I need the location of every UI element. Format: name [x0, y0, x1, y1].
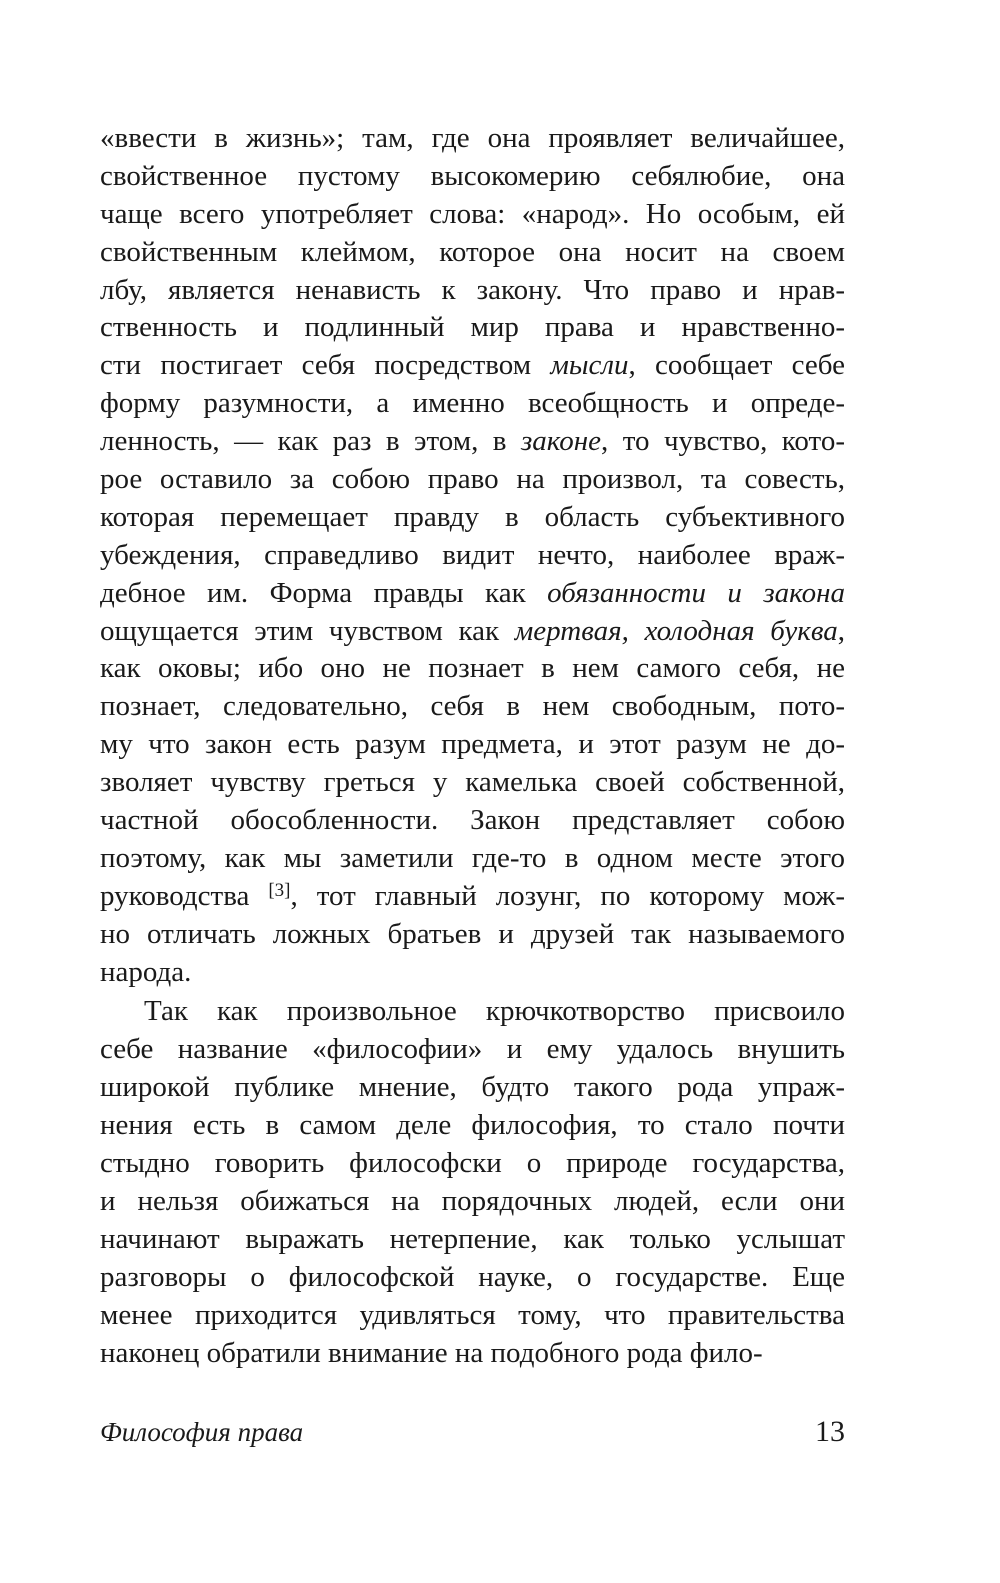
text-line [100, 120, 845, 158]
text-run: му что закон есть разум предмета, и этот разум не до- [100, 728, 845, 761]
page-number: 13 [815, 1415, 845, 1448]
text-line [100, 1221, 845, 1259]
text-run: начинают выражать нетерпение, как только услышат [100, 1222, 845, 1255]
text-line [100, 916, 845, 954]
text-run: наконец обратили внимание на подобного рода фило- [100, 1336, 763, 1369]
text-run: ственность и подлинный мир права и нравственно- [100, 311, 845, 344]
text-line [100, 423, 845, 461]
text-run: разговоры о философской науке, о государстве. Еще [100, 1260, 845, 1293]
text-run: зволяет чувству греться у камелька своей собственной, [100, 766, 845, 799]
text-line [100, 385, 845, 423]
text-line [100, 347, 845, 385]
text-run: , сообщает себе [628, 349, 845, 382]
paragraph [100, 993, 845, 1372]
page-footer [100, 1412, 845, 1456]
text-run: дебное им. Форма правды как [100, 576, 548, 609]
text-line [100, 272, 845, 310]
italic-emphasis: мертвая, холодная буква [514, 614, 838, 647]
text-line [100, 1259, 845, 1297]
running-title: Философия права [100, 1417, 304, 1447]
text-line [100, 196, 845, 234]
text-line [100, 726, 845, 764]
text-run: , то чувство, кото- [601, 425, 845, 458]
text-line [100, 1107, 845, 1145]
text-run: свойственное пустому высокомерию себялюбие, она [100, 159, 845, 192]
text-run: форму разумности, а именно всеобщность и опреде- [100, 387, 845, 420]
text-run: но отличать ложных братьев и друзей так называемого [100, 917, 845, 950]
text-line [100, 537, 845, 575]
text-run: нения есть в самом деле философия, то стало почти [100, 1109, 845, 1142]
text-run: руководства [100, 879, 269, 912]
text-run: сти постигает себя посредством [100, 349, 551, 382]
text-run: , [837, 614, 845, 647]
text-line [100, 461, 845, 499]
text-line [100, 1069, 845, 1107]
text-run: рое оставило за собою право на произвол, та совесть, [100, 463, 845, 496]
text-run: поэтому, как мы заметили где-то в одном месте этого [100, 841, 845, 874]
text-line [100, 234, 845, 272]
italic-emphasis: мысли [550, 349, 629, 382]
footnote-reference: [3] [268, 879, 291, 901]
text-line [100, 840, 845, 878]
text-line [100, 575, 845, 613]
text-line [100, 1145, 845, 1183]
text-run: менее приходится удивляться тому, что правительства [100, 1298, 845, 1331]
text-line [100, 764, 845, 802]
text-line [100, 650, 845, 688]
paragraph [100, 120, 845, 991]
text-run: как оковы; ибо оно не познает в нем самого себя, не [100, 652, 845, 685]
text-line [100, 1297, 845, 1335]
text-line [100, 878, 845, 916]
text-run: ленность, — как раз в этом, в [100, 425, 521, 458]
text-run: убеждения, справедливо видит нечто, наиболее враж- [100, 538, 845, 571]
text-run: Так как произвольное крючкотворство присвоило [144, 995, 845, 1028]
text-run: и нельзя обижаться на порядочных людей, если они [100, 1184, 845, 1217]
text-run: свойственным клеймом, которое она носит на своем [100, 235, 845, 268]
text-line [100, 802, 845, 840]
text-run: которая перемещает правду в область субъективного [100, 500, 845, 533]
text-run: познает, следовательно, себя в нем свободным, пото- [100, 690, 845, 723]
text-line [100, 954, 845, 992]
text-run: себе название «философии» и ему удалось внушить [100, 1033, 845, 1066]
text-run: , тот главный лозунг, по которому мож- [290, 879, 845, 912]
text-run: ощущается этим чувством как [100, 614, 515, 647]
text-run: стыдно говорить философски о природе государства, [100, 1147, 845, 1180]
text-line [100, 309, 845, 347]
text-line [100, 993, 845, 1031]
text-line [100, 688, 845, 726]
italic-emphasis: обязанности и закона [547, 576, 845, 609]
body-text [100, 120, 845, 1372]
text-run: «ввести в жизнь»; там, где она проявляет величайшее, [100, 122, 845, 154]
text-line [100, 1335, 845, 1373]
italic-emphasis: законе [520, 425, 601, 458]
text-run: чаще всего употребляет слова: «народ». Но особым, ей [100, 197, 845, 230]
text-run: лбу, является ненависть к закону. Что право и нрав- [100, 273, 845, 306]
text-run: народа. [100, 955, 192, 988]
text-run: широкой публике мнение, будто такого рода упраж- [100, 1071, 845, 1104]
text-run: частной обособленности. Закон представляет собою [100, 804, 845, 837]
text-line [100, 499, 845, 537]
text-line [100, 158, 845, 196]
text-line [100, 1183, 845, 1221]
text-line [100, 613, 845, 651]
text-line [100, 1031, 845, 1069]
